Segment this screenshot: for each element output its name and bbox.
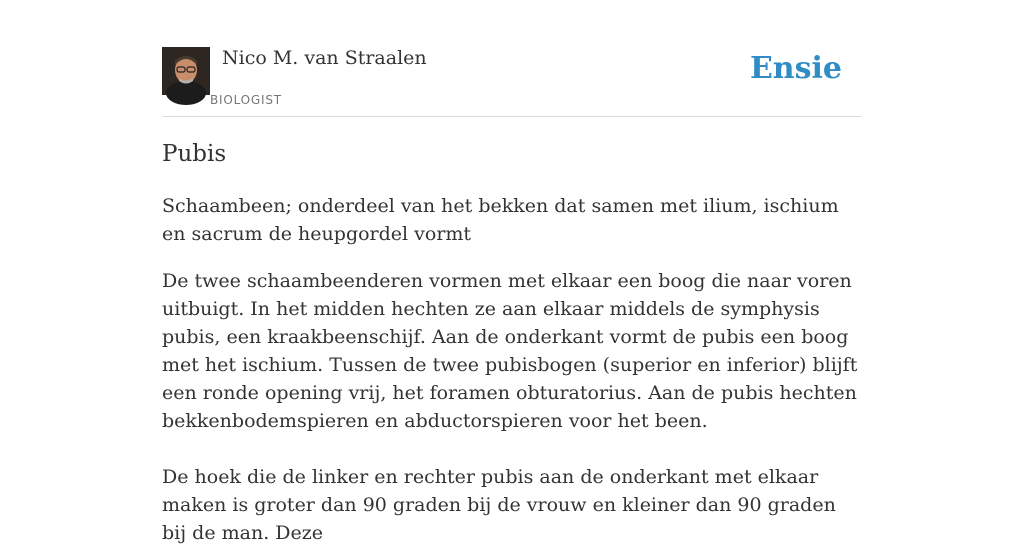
article-summary: Schaambeen; onderdeel van het bekken dat samen met ilium, ischium en sacrum de heupgordel vormt xyxy=(162,195,839,245)
avatar[interactable] xyxy=(162,47,210,95)
article-body xyxy=(162,267,862,547)
author-role: BIOLOGIST xyxy=(210,93,282,107)
avatar-image xyxy=(162,47,210,95)
brand-logo[interactable]: Ensie xyxy=(749,51,842,86)
author-name[interactable]: Nico M. van Straalen xyxy=(222,47,427,69)
page xyxy=(162,0,862,544)
body-paragraph: De twee schaambeenderen vormen met elkaar een boog die naar voren uitbuigt. In het midden hechten ze aan elkaar middels de symphysis pubis, een kraakbeenschijf. Aan de onderkant vormt de pubis een boog met het ischium. Tussen de twee pubisbogen (superior en inferior) blijft een ronde opening vrij, het foramen obturatorius. Aan de pubis hechten bekkenbodemspieren en abductorspieren voor het been. xyxy=(162,270,858,432)
page-header xyxy=(162,0,862,117)
article-title: Pubis xyxy=(162,141,227,167)
body-paragraph: De hoek die de linker en rechter pubis aan de onderkant met elkaar maken is groter dan 90 graden bij de vrouw en kleiner dan 90 graden bij de man. Deze xyxy=(162,466,836,544)
